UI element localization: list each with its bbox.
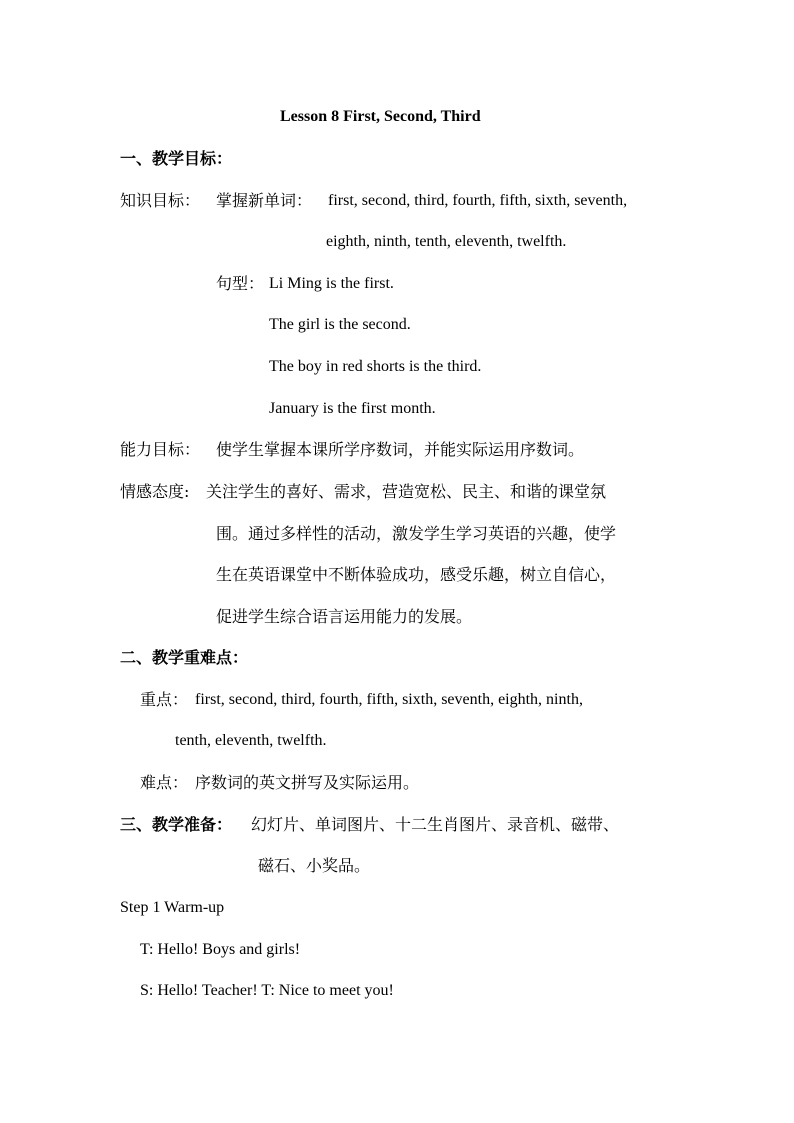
attitude-text-line: 围。通过多样性的活动，激发学生学习英语的兴趣，使学 — [216, 524, 617, 543]
vocab-line-1: first, second, third, fourth, fifth, sixth, seventh, — [328, 192, 628, 209]
knowledge-objective-label: 知识目标： — [120, 191, 201, 210]
key-point-line-2: tenth, eleventh, twelfth. — [175, 732, 327, 749]
attitude-text-line: 促进学生综合语言运用能力的发展。 — [216, 607, 473, 626]
key-point-label: 重点： — [140, 690, 189, 709]
sentence-pattern: January is the first month. — [269, 400, 436, 417]
section-heading-objectives: 一、教学目标： — [120, 149, 233, 168]
section-heading-preparation: 三、教学准备： — [120, 815, 233, 834]
difficult-point-label: 难点： — [140, 773, 189, 792]
dialog-line: S: Hello! Teacher! T: Nice to meet you! — [140, 982, 394, 999]
attitude-text-line: 生在英语课堂中不断体验成功，感受乐趣，树立自信心， — [216, 565, 617, 584]
key-point-line-1: first, second, third, fourth, fifth, sixth, seventh, eighth, ninth, — [195, 691, 583, 708]
attitude-text-line: 关注学生的喜好、需求，营造宽松、民主、和谐的课堂氛 — [206, 482, 607, 501]
ability-objective-text: 使学生掌握本课所学序数词，并能实际运用序数词。 — [216, 440, 585, 459]
sentence-pattern: The boy in red shorts is the third. — [269, 358, 482, 375]
vocab-line-2: eighth, ninth, tenth, eleventh, twelfth. — [326, 233, 567, 250]
lesson-title: Lesson 8 First, Second, Third — [280, 108, 481, 125]
ability-objective-label: 能力目标： — [120, 440, 201, 459]
step1-heading: Step 1 Warm-up — [120, 899, 225, 916]
difficult-point-text: 序数词的英文拼写及实际运用。 — [195, 773, 420, 792]
preparation-line-1: 幻灯片、单词图片、十二生肖图片、录音机、磁带、 — [251, 815, 620, 834]
section-heading-key-points: 二、教学重难点： — [120, 648, 249, 667]
dialog-line: T: Hello! Boys and girls! — [140, 941, 301, 958]
sentence-pattern-label: 句型： — [216, 274, 265, 293]
attitude-label: 情感态度: — [120, 482, 190, 501]
sentence-pattern: Li Ming is the first. — [269, 275, 394, 292]
vocab-label: 掌握新单词： — [216, 191, 313, 210]
sentence-pattern: The girl is the second. — [269, 316, 411, 333]
preparation-line-2: 磁石、小奖品。 — [258, 856, 371, 875]
